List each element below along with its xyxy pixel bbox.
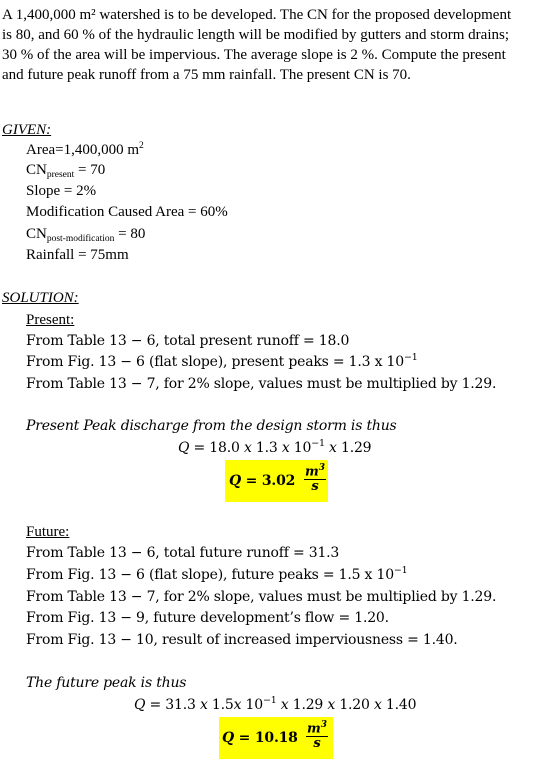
problem-line-4: and future peak runoff from a 75 mm rainfall. The present CN is 70.	[2, 67, 411, 83]
present-label: Present:	[26, 312, 75, 328]
future-line-3: From Table 13 − 7, for 2% slope, values must be multiplied by 1.29.	[26, 589, 497, 605]
given-cn-present: $CN_{present} = 70$	[26, 162, 106, 180]
future-line-4: From Fig. 13 − 9, future development’s flow = 1.20.	[26, 610, 389, 626]
problem-line-1: A 1,400,000 m² watershed is to be developed. The CN for the proposed development	[2, 7, 512, 23]
given-heading: GIVEN:	[2, 122, 52, 138]
present-line-2: From Fig. 13 − 6 (flat slope), present peaks = 1.3 x $10^{-1}$	[26, 352, 418, 370]
future-line-5: From Fig. 13 − 10, result of increased imperviousness = 1.40.	[26, 632, 458, 648]
problem-line-2: is 80, and 60 % of the hydraulic length will be modified by gutters and storm drains;	[2, 27, 509, 43]
present-unit-fraction: $m^3$ s	[304, 463, 326, 495]
future-label: Future:	[26, 524, 70, 540]
present-result: Q = 3.02	[229, 473, 296, 489]
present-line-3: From Table 13 − 7, for 2% slope, values must be multiplied by 1.29.	[26, 376, 497, 392]
solution-heading: SOLUTION:	[2, 290, 79, 306]
future-equation: Q = 31.3 x 1.5x $10^{-1}$ x 1.29 x 1.20 x 1.40	[134, 695, 417, 713]
future-unit-fraction: $m^3$ s	[306, 720, 328, 752]
present-equation: Q = 18.0 x 1.3 x $10^{-1}$ x 1.29	[178, 438, 372, 456]
given-modification: Modification Caused Area = 60%	[26, 204, 228, 220]
future-line-1: From Table 13 − 6, total future runoff = 31.3	[26, 545, 340, 561]
present-line-1: From Table 13 − 6, total present runoff = 18.0	[26, 333, 350, 349]
given-cn-post: $CN_{post-modification} = 80$	[26, 226, 146, 244]
future-result: Q = 10.18	[222, 730, 298, 746]
given-slope: Slope = 2%	[26, 183, 97, 199]
future-line-2: From Fig. 13 − 6 (flat slope), future peaks = 1.5 x $10^{-1}$	[26, 565, 408, 583]
future-peak-text: The future peak is thus	[26, 675, 187, 691]
present-discharge-text: Present Peak discharge from the design storm is thus	[26, 418, 397, 434]
problem-line-3: 30 % of the area will be impervious. The average slope is 2 %. Compute the present	[2, 47, 506, 63]
given-area: Area=1,400,000 $m^2$	[26, 141, 144, 158]
given-rainfall: Rainfall = 75mm	[26, 247, 129, 263]
